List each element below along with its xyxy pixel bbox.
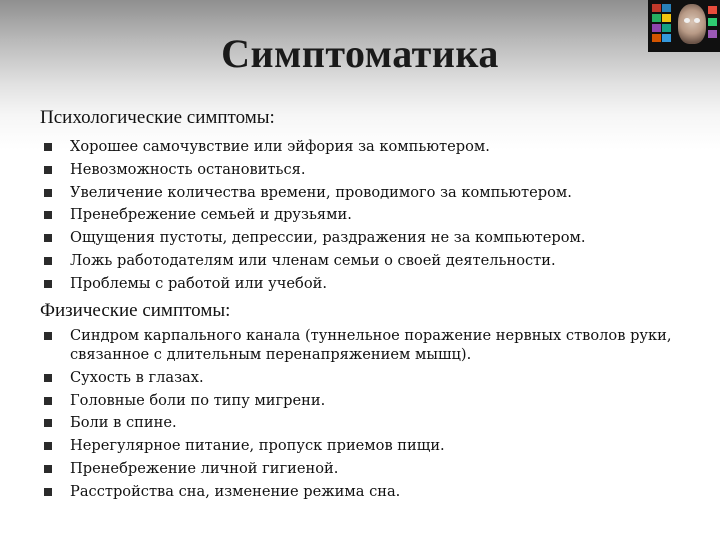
slide-title: Симптоматика (221, 31, 499, 76)
square-bullet-icon (44, 166, 52, 174)
physical-symptoms-list (44, 326, 694, 505)
list-item-text: Пренебрежение семьей и друзьями. (70, 206, 352, 224)
square-bullet-icon (44, 257, 52, 265)
list-item-text: Расстройства сна, изменение режима сна. (70, 482, 401, 500)
list-item (44, 251, 694, 270)
square-bullet-icon (44, 143, 52, 151)
square-bullet-icon (44, 374, 52, 382)
list-item-text: Боли в спине. (70, 414, 177, 432)
list-item (44, 274, 694, 293)
list-item-text: Хорошее самочувствие или эйфория за компьютером. (70, 138, 490, 155)
list-item (44, 436, 694, 455)
face-collage-image (648, 0, 720, 52)
square-bullet-icon (44, 397, 52, 405)
square-bullet-icon (44, 234, 52, 242)
list-item (44, 326, 694, 364)
list-item-text: Головные боли по типу мигрени. (70, 391, 326, 409)
list-item-text: Ложь работодателям или членам семьи о своей деятельности. (70, 251, 556, 269)
psychological-symptoms-list (44, 137, 694, 297)
square-bullet-icon (44, 419, 52, 427)
section-heading-physical: Физические симптомы: (40, 300, 231, 321)
list-item-text: Нерегулярное питание, пропуск приемов пищи. (70, 437, 445, 455)
list-item-text: Сухость в глазах. (70, 368, 204, 386)
square-bullet-icon (44, 442, 52, 450)
list-item (44, 137, 694, 156)
square-bullet-icon (44, 189, 52, 197)
list-item (44, 482, 694, 501)
face-icon (678, 4, 706, 44)
list-item-text: Проблемы с работой или учебой. (70, 274, 327, 292)
list-item-text: Невозможность остановиться. (70, 160, 306, 178)
list-item (44, 228, 694, 247)
list-item (44, 160, 694, 179)
list-item (44, 391, 694, 410)
list-item-text: Увеличение количества времени, проводимого за компьютером. (70, 183, 572, 201)
list-item (44, 413, 694, 432)
square-bullet-icon (44, 488, 52, 496)
section-heading-psychological: Психологические симптомы: (40, 107, 275, 128)
list-item-text: Ощущения пустоты, депрессии, раздражения не за компьютером. (70, 229, 586, 247)
list-item (44, 368, 694, 387)
square-bullet-icon (44, 465, 52, 473)
list-item (44, 205, 694, 224)
square-bullet-icon (44, 211, 52, 219)
square-bullet-icon (44, 332, 52, 340)
list-item-text: Синдром карпального канала (туннельное поражение нервных стволов руки, связанное с длительным перенапряжением мышц). (70, 327, 672, 363)
list-item (44, 183, 694, 202)
list-item (44, 459, 694, 478)
list-item-text: Пренебрежение личной гигиеной. (70, 459, 339, 477)
square-bullet-icon (44, 280, 52, 288)
